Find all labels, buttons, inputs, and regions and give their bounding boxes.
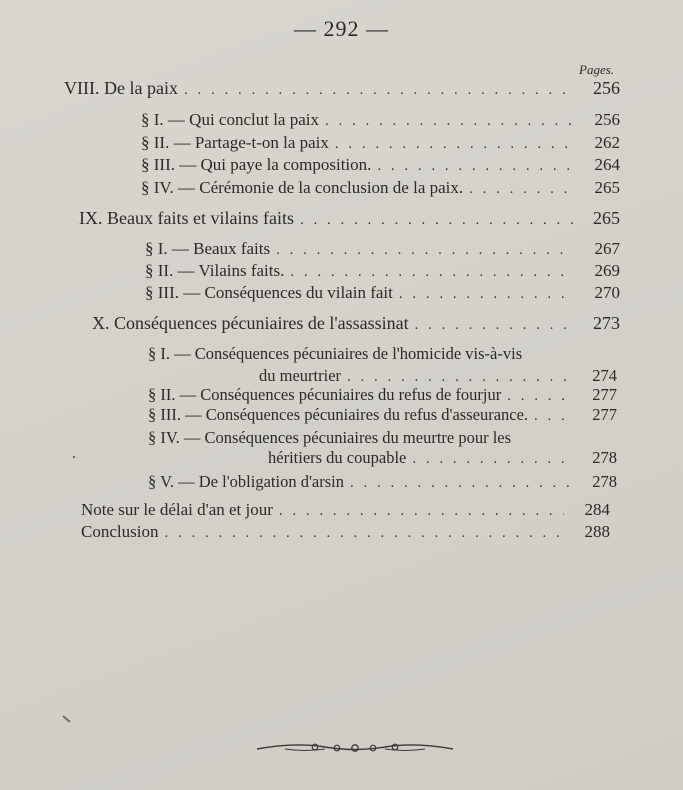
toc-entry-section-line1[interactable]: § IV. — Conséquences pécuniaires du meurtre pour les [148,428,512,447]
toc-entry-section[interactable] [148,385,617,406]
toc-entry-section[interactable] [141,133,620,154]
toc-entry-page: 256 [594,110,620,129]
toc-entry-label: héritiers du coupable [268,448,407,467]
dot-leader [164,523,564,543]
toc-entry-page: 274 [592,366,617,385]
toc-entry-label: § II. — Conséquences pécuniaires du refus de fourjur [148,385,502,404]
toc-entry-section[interactable] [145,283,620,304]
dot-leader [290,262,574,282]
toc-entry-label: X. Conséquences pécuniaires de l'assassinat [92,313,409,333]
toc-entry-section[interactable] [141,178,620,199]
toc-entry-label: § I. — Beaux faits [145,239,271,258]
toc-entry-page: 262 [594,133,620,152]
tailpiece-ornament-icon [255,738,455,756]
toc-entry-label: § I. — Qui conclut la paix [141,110,319,129]
toc-entry-page: 269 [594,261,620,280]
toc-entry-page: 265 [593,208,620,228]
toc-entry-label: Note sur le délai d'an et jour [81,500,273,519]
dot-leader [300,210,574,230]
toc-entry-label: VIII. De la paix [64,78,178,98]
toc-entry-page: 278 [592,448,617,467]
dot-leader [350,473,571,493]
toc-entry-page: 277 [592,385,617,404]
dot-leader [469,179,574,199]
dot-leader [415,315,574,335]
toc-entry-section[interactable] [145,261,620,282]
toc-entry-label: § III. — Conséquences pécuniaires du refus d'asseurance. [148,405,529,424]
toc-entry-label: § II. — Partage-t-on la paix [141,133,329,152]
toc-entry-conclusion[interactable] [81,522,610,543]
toc-entry-note[interactable] [81,500,610,521]
dot-leader [279,501,564,521]
toc-entry-label: IX. Beaux faits et vilains faits [79,208,294,228]
toc-entry-page: 256 [593,78,620,98]
toc-entry-label: Conclusion [81,522,159,541]
page-number: — 292 — [294,16,389,41]
paper-speck [62,715,70,722]
dot-leader [184,80,574,100]
dot-leader [534,406,571,426]
toc-entry-page: 267 [594,239,620,258]
toc-entry-section-line1[interactable]: § I. — Conséquences pécuniaires de l'homicide vis-à-vis [148,344,523,363]
toc-entry-label: § II. — Vilains faits. [145,261,285,280]
toc-entry-page: 278 [592,472,617,491]
toc-entry-label: § V. — De l'obligation d'arsin [148,472,344,491]
toc-entry-section[interactable] [141,110,620,131]
toc-entry-section[interactable] [148,472,617,493]
dot-leader [377,156,574,176]
toc-entry-label: § III. — Conséquences du vilain fait [145,283,393,302]
toc-entry-page: 270 [594,283,620,302]
dot-leader [412,449,571,469]
toc-entry-chapter-x[interactable] [92,313,620,335]
dot-leader [325,111,574,131]
toc-entry-section[interactable] [145,239,620,260]
dot-leader [276,240,574,260]
toc-entry-section-continuation[interactable] [259,366,617,387]
toc-entry-page: 265 [594,178,620,197]
toc-entry-label: § IV. — Cérémonie de la conclusion de la paix. [141,178,464,197]
toc-entry-page: 277 [592,405,617,424]
toc-entry-chapter-ix[interactable] [79,208,620,230]
dot-leader [507,386,571,406]
dot-leader [399,284,574,304]
toc-entry-section-continuation[interactable] [268,448,617,469]
dot-leader [335,134,574,154]
pages-column-label: Pages. [579,62,615,77]
toc-entry-page: 273 [593,313,620,333]
toc-entry-label: § III. — Qui paye la composition. [141,155,372,174]
toc-entry-label: du meurtrier [259,366,342,385]
toc-entry-chapter-viii[interactable] [64,78,620,100]
toc-entry-section[interactable] [148,405,617,426]
toc-entry-page: 288 [584,522,610,541]
dot-leader [347,367,571,387]
toc-entry-page: 264 [594,155,620,174]
paper-speck [73,456,75,458]
toc-entry-section[interactable] [141,155,620,176]
toc-entry-page: 284 [584,500,610,519]
